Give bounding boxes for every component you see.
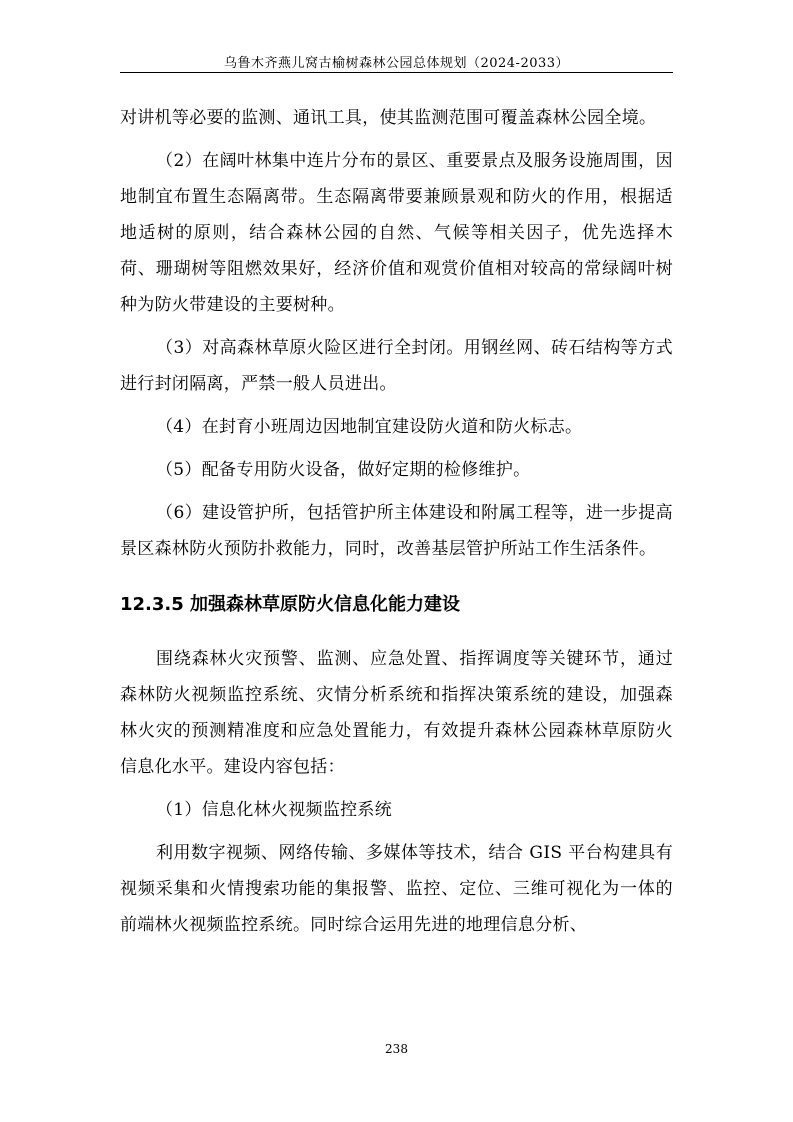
- paragraph: （2）在阔叶林集中连片分布的景区、重要景点及服务设施周围，因地制宜布置生态隔离带。生态隔离带要兼顾景观和防火的作用，根据适地适树的原则，结合森林公园的自然、气候等相关因子，优先选择木荷、珊瑚树等阻燃效果好，经济价值和观赏价值相对较高的常绿阔叶树种为防火带建设的主要树种。: [120, 151, 673, 315]
- running-header: 乌鲁木齐燕儿窝古榆树森林公园总体规划（2024-2033）: [223, 56, 570, 71]
- page-body: [120, 100, 673, 943]
- paragraph: （6）建设管护所，包括管护所主体建设和附属工程等，进一步提高景区森林防火预防扑救能力，同时，改善基层管护所站工作生活条件。: [120, 503, 673, 559]
- header-rule: [120, 72, 673, 73]
- paragraph: （3）对高森林草原火险区进行全封闭。用钢丝网、砖石结构等方式进行封闭隔离，严禁一般人员进出。: [120, 338, 673, 394]
- paragraph: （1）信息化林火视频监控系统: [156, 800, 393, 820]
- section-heading: 12.3.5 加强森林草原防火信息化能力建设: [120, 594, 461, 615]
- paragraph: 利用数字视频、网络传输、多媒体等技术，结合 GIS 平台构建具有视频采集和火情搜索功能的集报警、监控、定位、三维可视化为一体的前端林火视频监控系统。同时综合运用先进的地理信息分析、: [120, 843, 673, 935]
- paragraph: （5）配备专用防火设备，做好定期的检修维护。: [156, 460, 531, 480]
- paragraph: （4）在封育小班周边因地制宜建设防火道和防火标志。: [156, 417, 583, 437]
- paragraph: 围绕森林火灾预警、监测、应急处置、指挥调度等关键环节，通过森林防火视频监控系统、灾情分析系统和指挥决策系统的建设，加强森林火灾的预测精准度和应急处置能力，有效提升森林公园森林草原防火信息化水平。建设内容包括：: [120, 649, 673, 777]
- page-number: 238: [385, 1042, 408, 1056]
- paragraph: 对讲机等必要的监测、通讯工具，使其监测范围可覆盖森林公园全境。: [120, 108, 657, 128]
